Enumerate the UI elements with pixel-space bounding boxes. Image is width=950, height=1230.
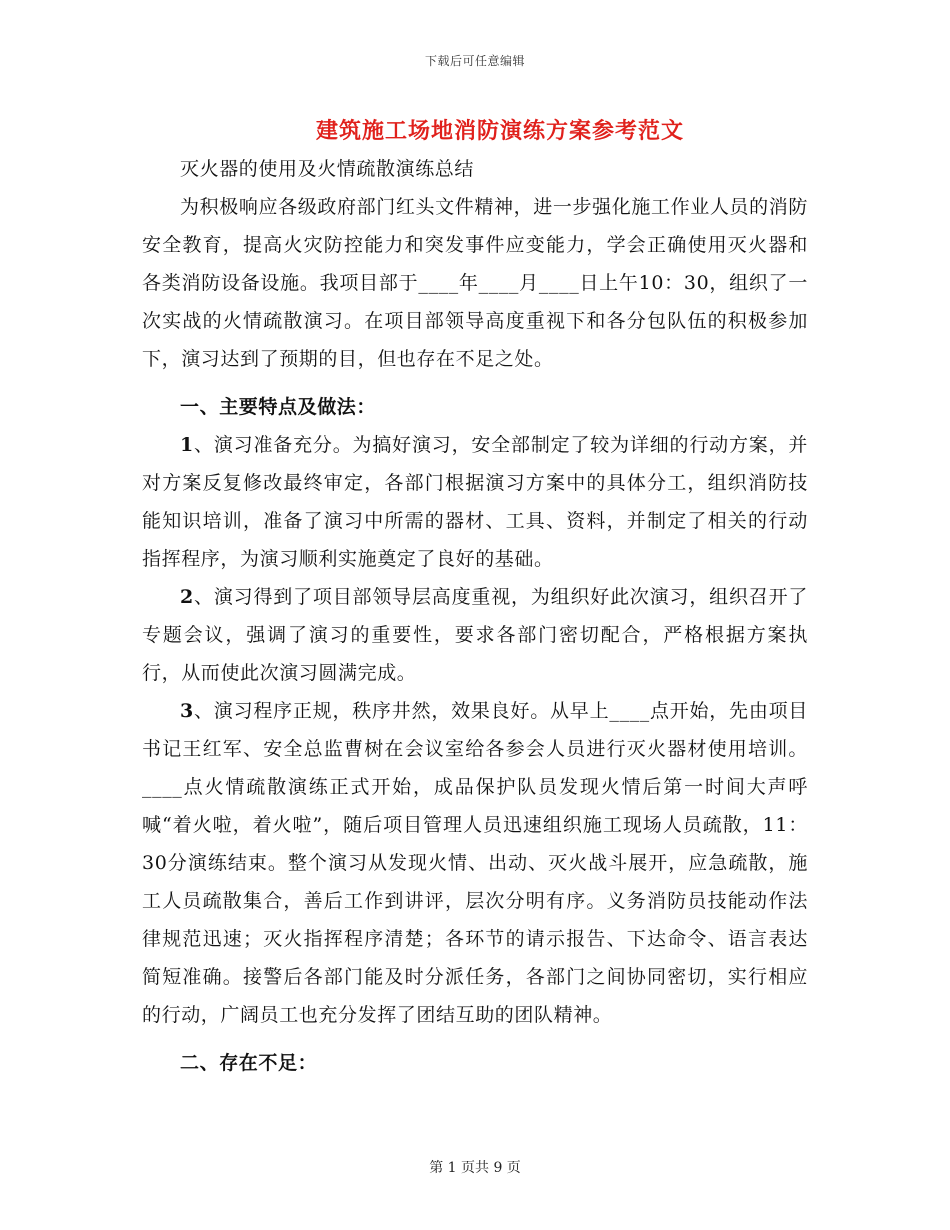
page-number: 第 1 页共 9 页 bbox=[429, 1160, 521, 1176]
section-heading-2: 二、存在不足： bbox=[180, 1052, 318, 1074]
list-item-number: 3 bbox=[180, 700, 194, 722]
list-item-text: 、演习得到了项目部领导层高度重视，为组织好此次演习，组织召开了专题会议，强调了演习的重要性，要求各部门密切配合，严格根据方案执行，从而使此次演习圆满完成。 bbox=[142, 586, 808, 684]
list-item-1 bbox=[142, 426, 808, 578]
list-item-number: 2 bbox=[180, 586, 194, 608]
document-subtitle: 灭火器的使用及火情疏散演练总结 bbox=[180, 158, 475, 180]
intro-paragraph: 为积极响应各级政府部门红头文件精神，进一步强化施工作业人员的消防安全教育，提高火灾防控能力和突发事件应变能力，学会正确使用灭火器和各类消防设备设施。我项目部于____年____月____日上午10：30，组织了一次实战的火情疏散演习。在项目部领导高度重视下和各分包队伍的积极参加下，演习达到了预期的目，但也存在不足之处。 bbox=[142, 196, 808, 370]
list-item-number: 1 bbox=[180, 434, 194, 456]
document-title: 建筑施工场地消防演练方案参考范文 bbox=[315, 118, 684, 144]
header-note: 下载后可任意编辑 bbox=[424, 54, 525, 68]
list-item-2 bbox=[142, 578, 808, 692]
list-item-3 bbox=[142, 692, 808, 1034]
section-heading-1: 一、主要特点及做法： bbox=[180, 396, 377, 418]
list-item-text: 、演习程序正规，秩序井然，效果良好。从早上____点开始，先由项目书记王红军、安全总监曹树在会议室给各参会人员进行灭火器材使用培训。____点火情疏散演练正式开始，成品保护队员发现火情后第一时间大声呼喊“着火啦，着火啦”，随后项目管理人员迅速组织施工现场人员疏散，11：30分演练结束。整个演习从发现火情、出动、灭火战斗展开，应急疏散，施工人员疏散集合，善后工作到讲评，层次分明有序。义务消防员技能动作法律规范迅速；灭火指挥程序清楚；各环节的请示报告、下达命令、语言表达简短准确。接警后各部门能及时分派任务，各部门之间协同密切，实行相应的行动，广阔员工也充分发挥了团结互助的团队精神。 bbox=[142, 700, 808, 1026]
document-body bbox=[142, 150, 808, 1082]
list-item-text: 、演习准备充分。为搞好演习，安全部制定了较为详细的行动方案，并对方案反复修改最终审定，各部门根据演习方案中的具体分工，组织消防技能知识培训，准备了演习中所需的器材、工具、资料，并制定了相关的行动指挥程序，为演习顺利实施奠定了良好的基础。 bbox=[142, 434, 808, 570]
